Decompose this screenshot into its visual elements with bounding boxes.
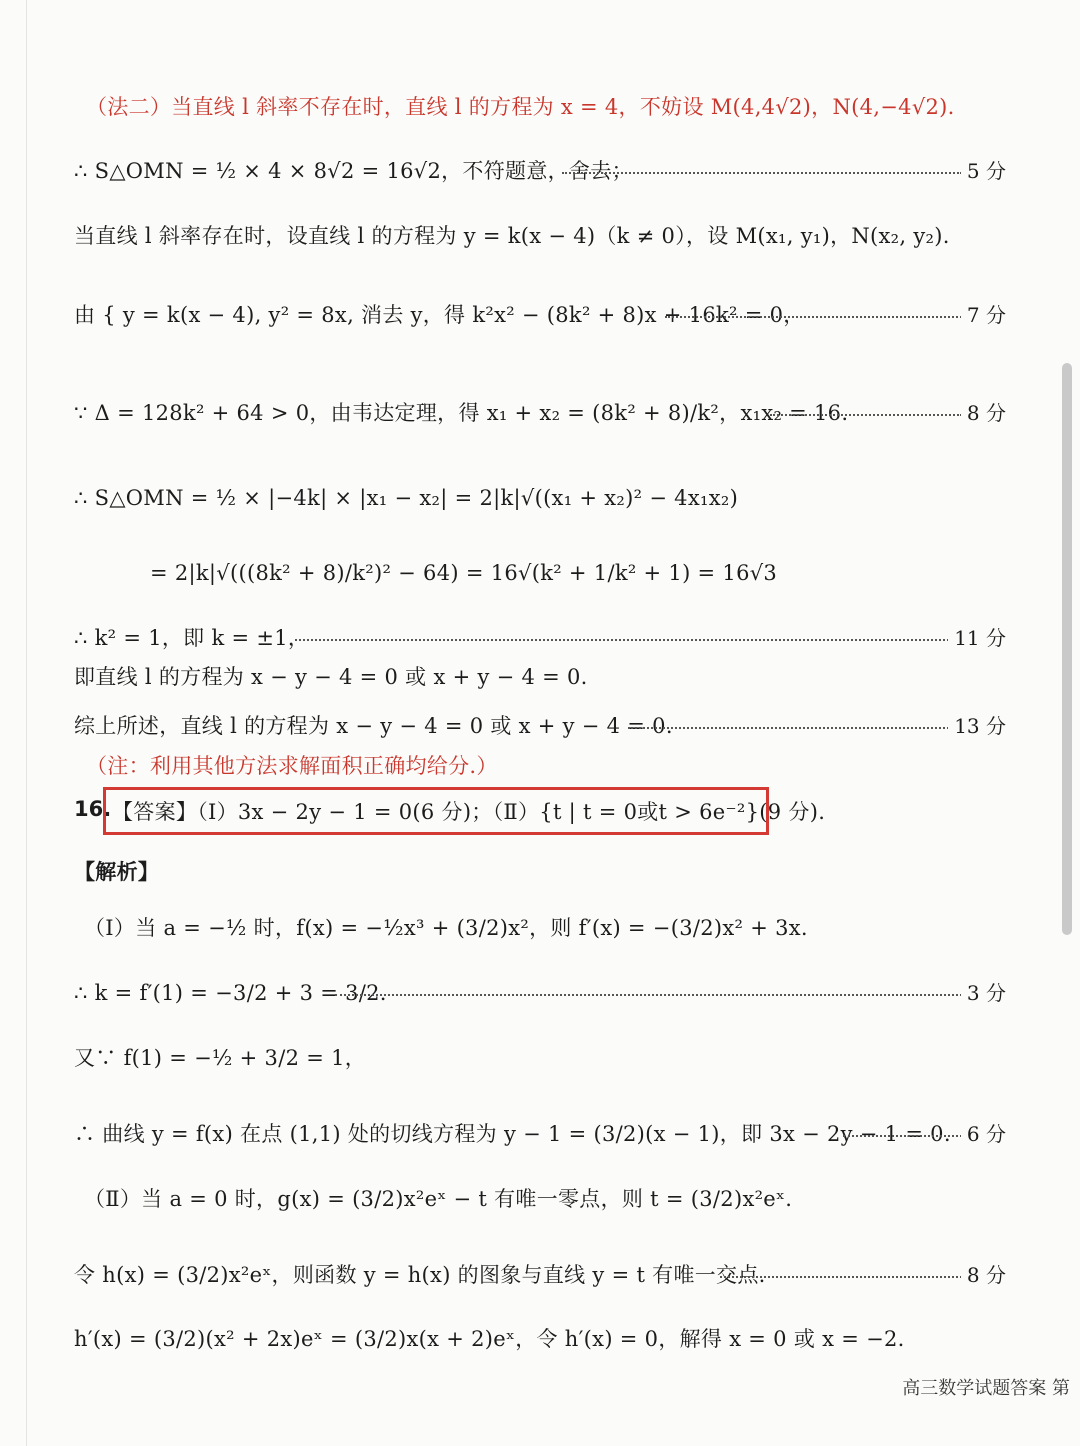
h-function: 令 h(x) = (3/2)x²eˣ，则函数 y = h(x) 的图象与直线 y = t 有唯一交点. xyxy=(74,1263,766,1287)
score-13: 13 分 xyxy=(948,711,1006,741)
dot-leader xyxy=(562,172,962,174)
dot-leader xyxy=(335,994,962,996)
slope-exists-line: 当直线 l 斜率存在时，设直线 l 的方程为 y = k(x − 4)（k ≠ 0），设 M(x₁, y₁)，N(x₂, y₂). xyxy=(74,224,950,248)
tangent-line: ∴ 曲线 y = f(x) 在点 (1,1) 处的切线方程为 y − 1 = (3/2)(x − 1)，即 3x − 2y − 1 = 0. xyxy=(74,1122,951,1146)
page-edge xyxy=(26,0,27,1446)
method-two-line: （法二）当直线 l 斜率不存在时，直线 l 的方程为 x = 4，不妨设 M(4,4√2)，N(4,−4√2). xyxy=(86,95,955,119)
vieta-line: ∵ Δ = 128k² + 64 > 0，由韦达定理，得 x₁ + x₂ = (8k² + 8)/k²，x₁x₂ = 16. xyxy=(74,401,849,425)
score-5: 5 分 xyxy=(961,156,1006,186)
scrollbar[interactable] xyxy=(1062,363,1072,935)
part-one-function: （Ⅰ）当 a = −½ 时，f(x) = −½x³ + (3/2)x²，则 f′(x) = −(3/2)x² + 3x. xyxy=(84,916,808,940)
page-footer: 高三数学试题答案 第 xyxy=(902,1378,1070,1399)
score-3: 3 分 xyxy=(961,978,1006,1008)
question-number: 16. xyxy=(74,797,112,821)
h-derivative: h′(x) = (3/2)(x² + 2x)eˣ = (3/2)x(x + 2)eˣ，令 h′(x) = 0，解得 x = 0 或 x = −2. xyxy=(74,1327,905,1351)
dot-leader xyxy=(843,1135,962,1137)
score-7: 7 分 xyxy=(961,300,1006,330)
score-8-second: 8 分 xyxy=(961,1260,1006,1290)
score-11: 11 分 xyxy=(948,623,1006,653)
area-formula: ∴ S△OMN = ½ × |−4k| × |x₁ − x₂| = 2|k|√((x₁ + x₂)² − 4x₁x₂) xyxy=(74,486,739,510)
system-equation: 由 { y = k(x − 4), y² = 8x, 消去 y，得 k²x² − (8k² + 8)x + 16k² = 0， xyxy=(74,303,805,327)
conclusion-line: 综上所述，直线 l 的方程为 x − y − 4 = 0 或 x + y − 4 = 0. xyxy=(74,714,673,738)
area-simplified: = 2|k|√(((8k² + 8)/k²)² − 64) = 16√(k² + 1/k² + 1) = 16√3 xyxy=(150,561,778,585)
dot-leader xyxy=(295,639,953,641)
grading-note: （注：利用其他方法求解面积正确均给分.） xyxy=(86,754,498,778)
score-6: 6 分 xyxy=(961,1119,1006,1149)
k-result: ∴ k² = 1，即 k = ±1， xyxy=(74,626,310,650)
dot-leader xyxy=(665,316,962,318)
line-equation: 即直线 l 的方程为 x − y − 4 = 0 或 x + y − 4 = 0. xyxy=(74,665,588,689)
analysis-heading: 【解析】 xyxy=(74,859,160,884)
dot-leader xyxy=(770,414,962,416)
slope-value: ∴ k = f′(1) = −3/2 + 3 = 3/2. xyxy=(74,981,387,1005)
dot-leader xyxy=(720,1276,962,1278)
score-8: 8 分 xyxy=(961,398,1006,428)
dot-leader xyxy=(628,727,953,729)
area-vertical-case: ∴ S△OMN = ½ × 4 × 8√2 = 16√2，不符题意，舍去； xyxy=(74,159,633,183)
part-two-function: （Ⅱ）当 a = 0 时，g(x) = (3/2)x²eˣ − t 有唯一零点，则 t = (3/2)x²eˣ. xyxy=(84,1187,793,1211)
answer-line: 【答案】（Ⅰ）3x − 2y − 1 = 0(6 分)；（Ⅱ）{t | t = 0或t > 6e⁻²}(9 分). xyxy=(112,800,826,824)
f-one-value: 又∵ f(1) = −½ + 3/2 = 1， xyxy=(74,1046,367,1070)
